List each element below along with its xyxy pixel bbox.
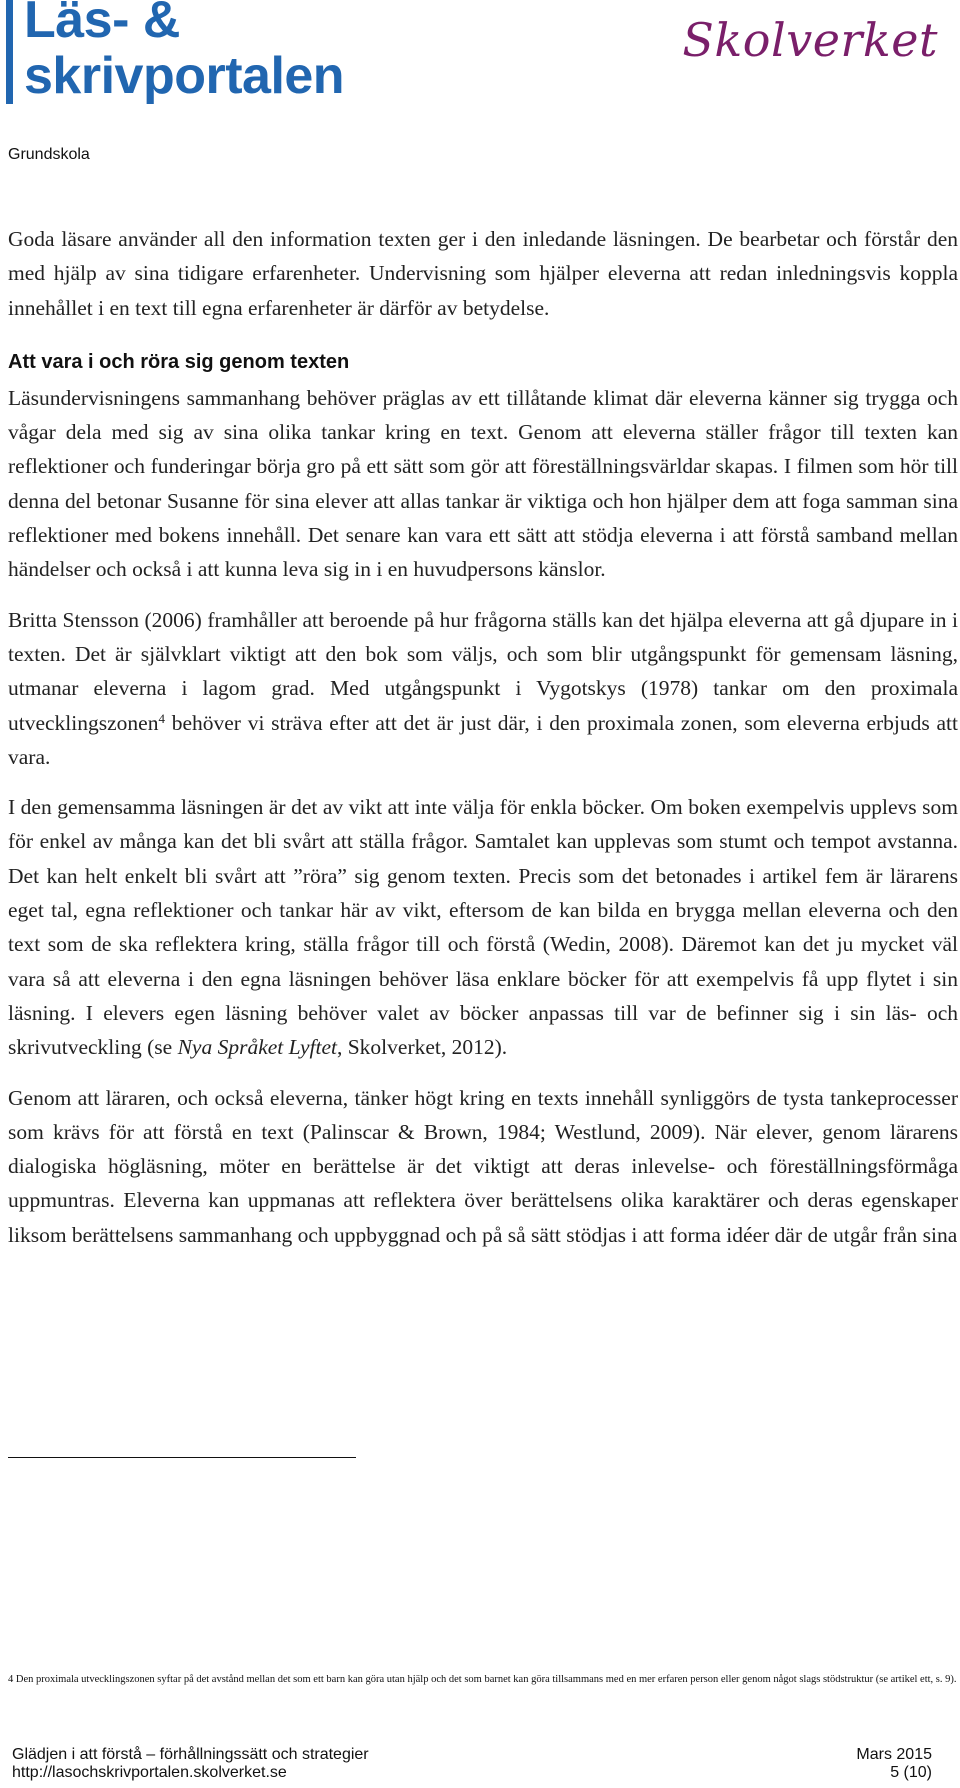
section-label: Grundskola xyxy=(8,146,90,163)
footnote: 4 Den proximala utvecklingszonen syftar på det avstånd mellan det som ett barn kan göra utan hjälp och det som barnet kan göra tillsammans med en mer erfaren person eller genom något slags stödstruktur (se artikel ett, s. 9). xyxy=(8,1674,957,1685)
paragraph-2: Läsundervisningens sammanhang behöver präglas av ett tillåtande klimat där eleverna känner sig trygga och vågar dela med sig av sina olika tankar kring en text. Genom att eleverna ställer frågor till texten kan reflektioner och funderingar börja gro på ett sätt som gör att föreställningsvärldar skapas. I filmen som hör till denna del betonar Susanne för sina elever att allas tankar är viktiga och hon hjälper dem att foga samman sina reflektioner med bokens innehåll. Det senare kan vara ett sätt att stödja eleverna i att förstå samband mellan händelser och också i att kunna leva sig in i en huvudpersons känslor. xyxy=(8,385,958,582)
paragraph-1: Goda läsare använder all den information texten ger i den inledande läsningen. De bearbetar och förstår den med hjälp av sina tidigare erfarenheter. Undervisning som hjälper eleverna att redan inledningsvis koppla innehållet i en text till egna erfarenheter är därför av betydelse. xyxy=(8,227,958,320)
footer-url[interactable]: http://lasochskrivportalen.skolverket.se xyxy=(12,1764,287,1781)
paragraph-5: Genom att läraren, och också eleverna, tänker högt kring en texts innehåll synliggörs de tysta tankeprocesser som krävs för att förstå en text (Palinscar & Brown, 1984; Westlund, 2009). När elever, genom lärarens dialogiska högläsning, möter en berättelse är det viktigt att deras inlevelse- och föreställningsförmåga uppmuntras. Eleverna kan uppmanas att reflektera över berättelsens olika karaktärer och deras egenskaper liksom berättelsens sammanhang och uppbyggnad och på så sätt stödjas i att forma idéer där de utgår från sina xyxy=(8,1085,958,1247)
logo-bar xyxy=(6,0,13,104)
skolverket-logo: Skolverket xyxy=(682,13,938,67)
footnote-ref: 4 xyxy=(158,710,165,726)
paragraph-3 xyxy=(8,603,958,774)
book-title: Nya Språket Lyftet xyxy=(177,1035,337,1060)
las-och-skrivportalen-logo xyxy=(6,0,366,110)
footer-date: Mars 2015 xyxy=(856,1746,932,1763)
page-footer xyxy=(12,1746,932,1782)
footnote-divider xyxy=(8,1457,356,1458)
logo-line-2: skrivportalen xyxy=(24,47,345,105)
article-body xyxy=(8,222,958,1252)
footer-title: Glädjen i att förstå – förhållningssätt och strategier xyxy=(12,1746,369,1763)
paragraph-4-part-a: I den gemensamma läsningen är det av vikt att inte välja för enkla böcker. Om boken exempelvis upplevs som för enkel av många kan det bli svårt att ställa frågor. Samtalet kan upplevas som stumt och tempot avstanna. Det kan helt enkelt bli svårt att ”röra” sig genom texten. Precis som det betonades i artikel fem är lärarens eget tal, egna reflektioner och tankar här av vikt, eftersom de kan bilda en brygga mellan eleverna och den text som de ska reflektera kring, ställa frågor till och förstå (Wedin, 2008). Däremot kan det ju mycket väl vara så att eleverna i den egna läsningen behöver läsa enklare böcker för att exempelvis få upp flytet i sin läsning. I elevers egen läsning behöver valet av böcker anpassas till var de befinner sig i sin läs- och skrivutveckling (se xyxy=(8,795,958,1060)
paragraph-4 xyxy=(8,790,958,1064)
logo-line-1: Läs- & xyxy=(24,0,180,49)
page-number: 5 (10) xyxy=(890,1764,932,1781)
section-heading: Att vara i och röra sig genom texten xyxy=(8,350,350,373)
paragraph-4-part-b: , Skolverket, 2012). xyxy=(336,1035,508,1060)
paragraph-3-part-a: Britta Stensson (2006) framhåller att beroende på hur frågorna ställs kan det hjälpa eleverna att gå djupare in i texten. Det är självklart viktigt att den bok som väljs, och som blir utgångspunkt för gemensam läsning, utmanar eleverna i lagom grad. Med utgångspunkt i Vygotskys (1978) tankar om den proximala utvecklingszonen xyxy=(8,607,958,735)
paragraph-3-part-b: behöver vi sträva efter att det är just där, i den proximala zonen, som eleverna erbjuds att vara. xyxy=(8,710,958,769)
